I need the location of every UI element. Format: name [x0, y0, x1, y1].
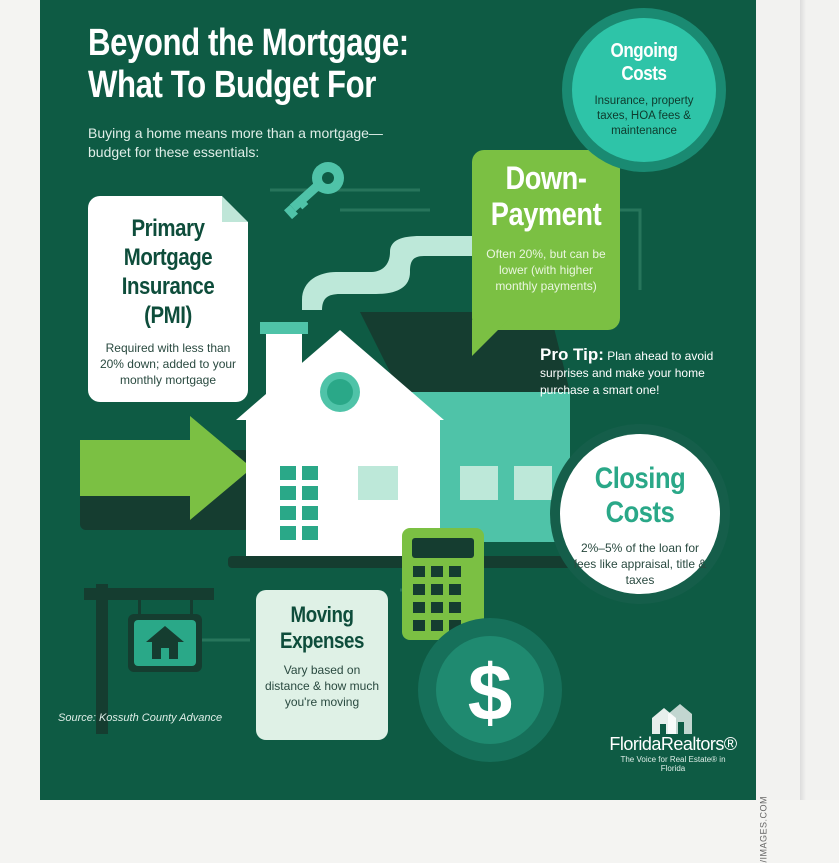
closing-costs-text: 2%–5% of the loan for fees like appraisal, title & taxes	[573, 541, 707, 587]
pmi-card	[88, 196, 248, 402]
arrow-icon	[80, 416, 252, 530]
source-credit: Source: Kossuth County Advance	[58, 712, 223, 724]
svg-text:$: $	[467, 648, 513, 737]
page-title: Beyond the Mortgage: What To Budget For	[88, 22, 409, 106]
pmi-text: Required with less than 20% down; added to your monthly mortgage	[99, 341, 237, 387]
moving-expenses-text: Vary based on distance & how much you're moving	[264, 663, 380, 709]
ongoing-costs-text: Insurance, property taxes, HOA fees & maintenance	[594, 95, 694, 137]
page-subtitle: Buying a home means more than a mortgage—budget for these essentials:	[88, 125, 383, 160]
down-payment-card	[472, 150, 620, 330]
pro-tip-label: Pro Tip:	[540, 345, 604, 364]
infographic-page	[40, 0, 756, 800]
down-payment-bubble-tail	[472, 320, 508, 356]
page-gutter	[756, 0, 839, 800]
logo-tagline: The Voice for Real Estate® in Florida	[620, 755, 726, 773]
ongoing-costs-card	[572, 18, 716, 162]
moving-expenses-title: Moving Expenses	[280, 602, 364, 653]
dollar-icon	[418, 618, 562, 762]
pro-tip	[540, 346, 740, 399]
florida-realtors-logo	[608, 700, 738, 773]
page-fold-shadow	[800, 0, 806, 800]
down-payment-text: Often 20%, but can be lower (with higher monthly payments)	[486, 247, 606, 293]
chimney-smoke-icon	[302, 236, 480, 310]
pmi-title: Primary Mortgage Insurance (PMI)	[121, 215, 215, 329]
closing-costs-card	[560, 434, 720, 594]
pro-tip-text: Plan ahead to avoid surprises and make your home purchase a smart one!	[540, 349, 714, 397]
down-payment-title: Down- Payment	[490, 160, 602, 232]
closing-costs-title: Closing Costs	[594, 462, 686, 529]
moving-expenses-card	[256, 590, 388, 740]
logo-name: FloridaRealtors®	[609, 734, 737, 754]
ongoing-costs-title: Ongoing Costs	[610, 40, 678, 85]
margin-credit: /IMAGES.COM	[759, 796, 769, 863]
